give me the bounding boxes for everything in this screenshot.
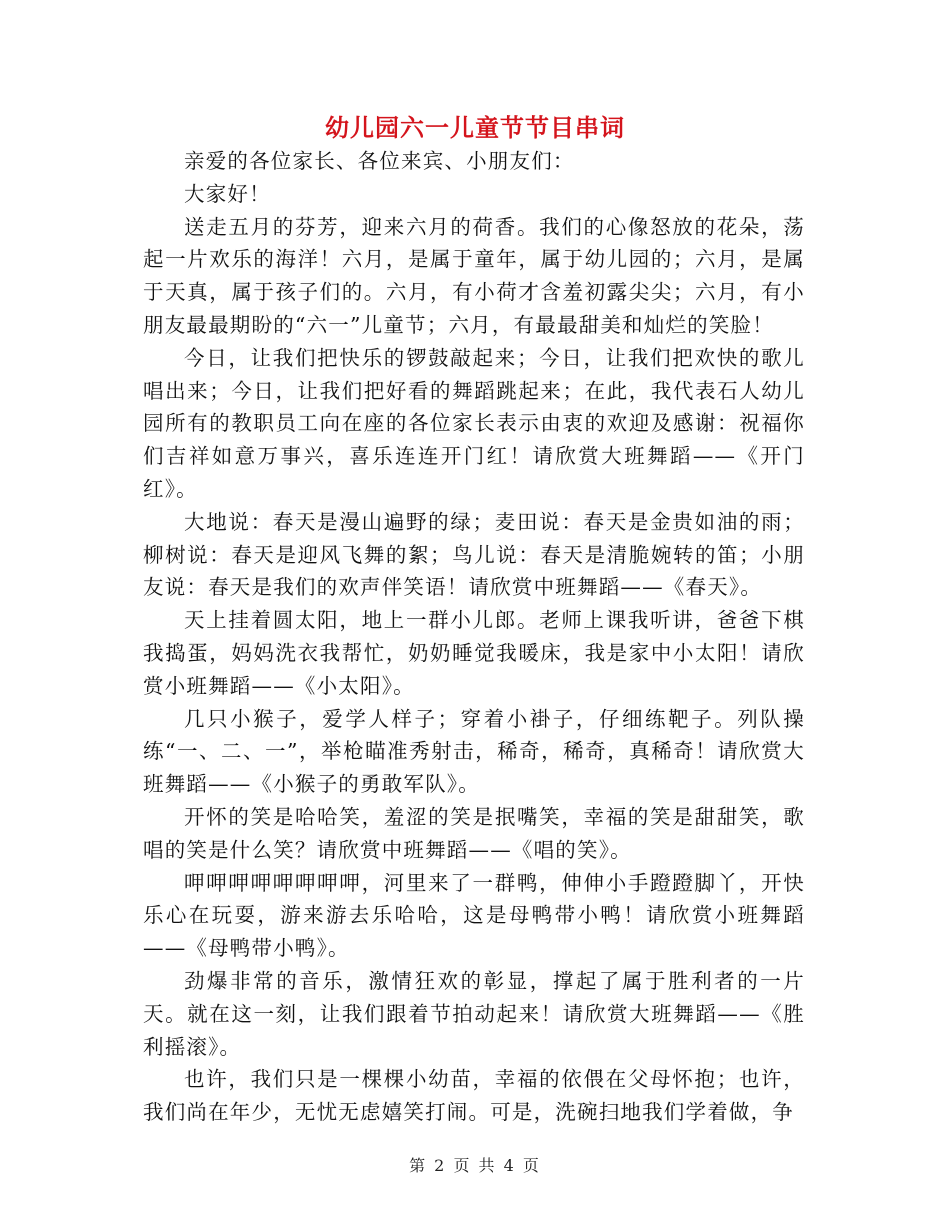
body-paragraph: 今日，让我们把快乐的锣鼓敲起来；今日，让我们把欢快的歌儿唱出来；今日，让我们把好看的舞蹈跳起来；在此，我代表石人幼儿园所有的教职员工向在座的各位家长表示由衷的欢迎及感谢：祝福你们吉祥如意万事兴，喜乐连连开门红！请欣赏大班舞蹈——《开门红》。 xyxy=(143,345,805,501)
body-paragraph: 呷呷呷呷呷呷呷呷，河里来了一群鸭，伸伸小手蹬蹬脚丫，开快乐心在玩耍，游来游去乐哈哈，这是母鸭带小鸭！请欣赏小班舞蹈——《母鸭带小鸭》。 xyxy=(143,870,805,961)
body-paragraph: 开怀的笑是哈哈笑，羞涩的笑是抿嘴笑，幸福的笑是甜甜笑，歌唱的笑是什么笑？请欣赏中班舞蹈——《唱的笑》。 xyxy=(143,804,805,862)
greeting-paragraph: 大家好！ xyxy=(184,181,271,206)
document-body xyxy=(143,145,805,1129)
page-title: 幼儿园六一儿童节节目串词 xyxy=(325,113,625,142)
body-paragraph: 几只小猴子，爱学人样子；穿着小褂子，仔细练靶子。列队操练“一、二、一”，举枪瞄准秀射击，稀奇，稀奇，真稀奇！请欣赏大班舞蹈——《小猴子的勇敢军队》。 xyxy=(143,706,805,797)
body-paragraph: 大地说：春天是漫山遍野的绿；麦田说：春天是金贵如油的雨；柳树说：春天是迎风飞舞的絮；鸟儿说：春天是清脆婉转的笛；小朋友说：春天是我们的欢声伴笑语！请欣赏中班舞蹈——《春天》。 xyxy=(143,509,805,600)
body-paragraph: 送走五月的芬芳，迎来六月的荷香。我们的心像怒放的花朵，荡起一片欢乐的海洋！六月，是属于童年，属于幼儿园的；六月，是属于天真，属于孩子们的。六月，有小荷才含羞初露尖尖；六月，有小朋友最最期盼的“六一”儿童节；六月，有最最甜美和灿烂的笑脸！ xyxy=(143,214,805,337)
page-footer: 第 2 页 共 4 页 xyxy=(409,1156,541,1175)
body-paragraph: 也许，我们只是一棵棵小幼苗，幸福的依偎在父母怀抱；也许，我们尚在年少，无忧无虑嬉笑打闹。可是，洗碗扫地我们学着做，争 xyxy=(143,1067,805,1125)
body-paragraph: 天上挂着圆太阳，地上一群小儿郎。老师上课我听讲，爸爸下棋我捣蛋，妈妈洗衣我帮忙，奶奶睡觉我暖床，我是家中小太阳！请欣赏小班舞蹈——《小太阳》。 xyxy=(143,608,805,698)
body-paragraph: 劲爆非常的音乐，激情狂欢的彰显，撑起了属于胜利者的一片天。就在这一刻，让我们跟着节拍动起来！请欣赏大班舞蹈——《胜利摇滚》。 xyxy=(143,968,805,1059)
salutation-paragraph: 亲爱的各位家长、各位来宾、小朋友们： xyxy=(184,149,575,173)
